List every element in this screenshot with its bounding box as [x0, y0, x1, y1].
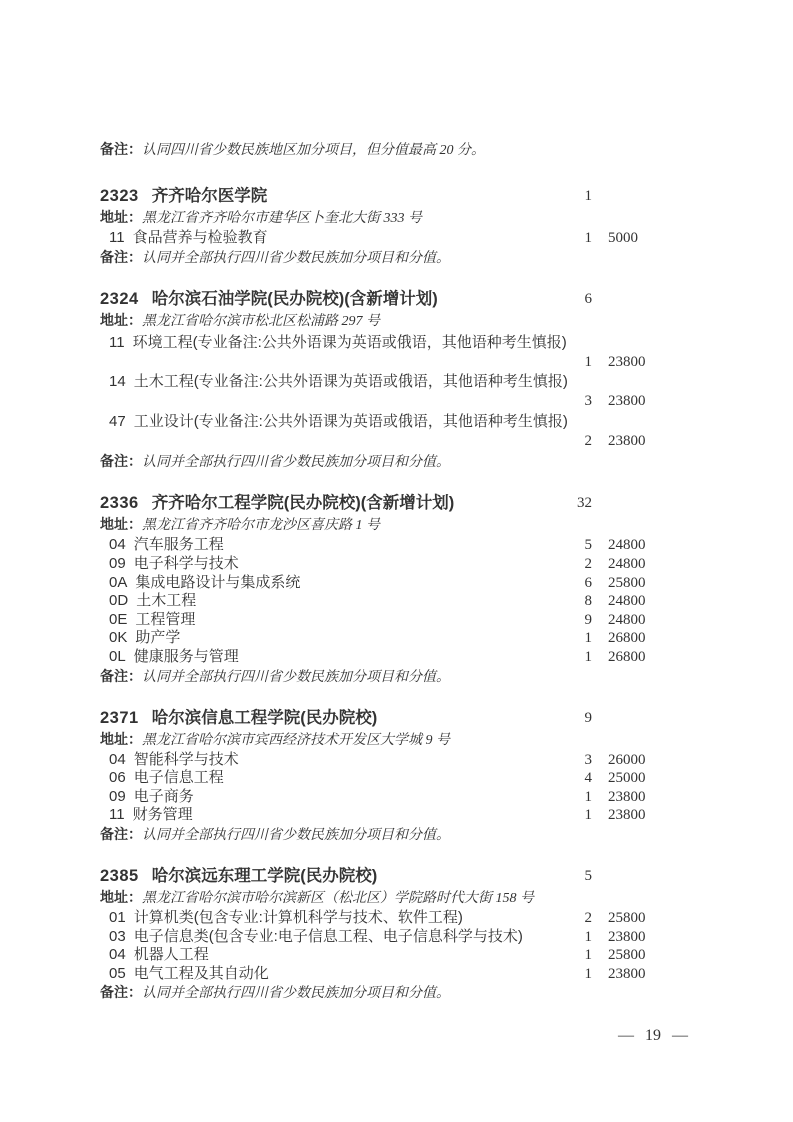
major-code: 04: [109, 750, 126, 768]
college-code: 2336: [100, 494, 139, 513]
college-title-row: [100, 186, 656, 207]
major-plan-count: 1: [584, 807, 592, 824]
address-text: 黑龙江省齐齐哈尔市建华区卜奎北大街 333 号: [142, 211, 422, 226]
major-name: 智能科学与技术: [133, 750, 239, 768]
college-plan-total: 32: [577, 495, 592, 512]
major-name: 电子科学与技术: [133, 554, 239, 572]
college-code: 2323: [100, 187, 139, 205]
note-text: 认同并全部执行四川省少数民族加分项目和分值。: [142, 986, 450, 1002]
major-code: 06: [109, 769, 126, 787]
major-row: [100, 373, 656, 411]
note-label: 备注：: [100, 453, 142, 470]
major-plan-count: 1: [584, 947, 592, 964]
address-text: 黑龙江省齐齐哈尔市龙沙区喜庆路 1 号: [142, 518, 380, 534]
college-note-row: [100, 983, 656, 1003]
college-plan-total: 6: [584, 290, 592, 307]
major-code: 04: [109, 946, 126, 964]
major-tuition-fee: 25800: [608, 909, 646, 926]
college-code: 2371: [100, 708, 139, 727]
major-row: [100, 229, 656, 248]
major-code: 11: [109, 229, 125, 246]
major-name: 环境工程(专业备注:公共外语课为英语或俄语，其他语种考生慎报): [132, 333, 567, 351]
majors-list: [100, 536, 656, 666]
major-row: [100, 806, 656, 825]
major-tuition-fee: 23800: [608, 965, 646, 982]
major-row: [100, 909, 656, 928]
note-label: 备注：: [100, 667, 142, 684]
page-top-note: [100, 140, 656, 160]
major-name: 工业设计(专业备注:公共外语课为英语或俄语，其他语种考生慎报): [133, 412, 568, 430]
major-plan-count: 8: [584, 593, 592, 610]
college-code: 2324: [100, 289, 139, 308]
major-name: 机器人工程: [133, 946, 209, 964]
major-plan-count: 3: [584, 751, 592, 768]
major-code: 11: [109, 806, 125, 824]
major-row: [100, 574, 656, 593]
major-tuition-fee: 23800: [608, 353, 646, 370]
major-name: 健康服务与管理: [133, 647, 239, 665]
major-row: [100, 965, 656, 984]
college-plan-total: 9: [584, 709, 592, 726]
major-row: [100, 536, 656, 555]
major-name: 土木工程: [136, 592, 197, 610]
major-code: 04: [109, 536, 126, 554]
major-tuition-fee: 25800: [608, 574, 646, 591]
major-plan-count: 1: [584, 648, 592, 665]
college-note-row: [100, 825, 656, 845]
major-plan-count: 1: [584, 630, 592, 647]
address-label: 地址：: [100, 516, 142, 533]
major-row: [100, 946, 656, 965]
major-name: 电子商务: [133, 787, 194, 805]
major-plan-count: 9: [584, 611, 592, 628]
major-tuition-fee: 26800: [608, 630, 646, 647]
college-block: [100, 866, 656, 1003]
major-tuition-fee: 26000: [608, 751, 646, 768]
major-tuition-fee: 26800: [608, 648, 646, 665]
college-plan-total: 5: [584, 867, 592, 884]
college-name: 哈尔滨远东理工学院(民办院校): [151, 866, 378, 885]
major-name: 土木工程(专业备注:公共外语课为英语或俄语，其他语种考生慎报): [133, 373, 568, 391]
major-code: 03: [109, 927, 126, 945]
major-tuition-fee: 23800: [608, 928, 646, 945]
college-address-row: [100, 207, 656, 229]
college-plan-total: 1: [584, 188, 592, 204]
college-address-row: [100, 887, 656, 909]
address-text: 黑龙江省哈尔滨市松北区松浦路 297 号: [142, 313, 380, 329]
major-tuition-fee: 24800: [608, 593, 646, 610]
college-address-row: [100, 729, 656, 751]
major-code: 0E: [109, 610, 128, 628]
major-code: 0D: [109, 592, 129, 610]
address-label: 地址：: [100, 888, 142, 905]
major-tuition-fee: 24800: [608, 537, 646, 554]
major-row: [100, 928, 656, 947]
major-name: 食品营养与检验教育: [132, 229, 268, 246]
major-code: 0L: [109, 647, 126, 665]
college-title-row: [100, 289, 656, 310]
major-plan-count: 2: [584, 909, 592, 926]
page-number: — 19 —: [618, 1027, 688, 1044]
college-note-row: [100, 452, 656, 472]
major-plan-count: 1: [584, 230, 592, 246]
college-name: 齐齐哈尔医学院: [151, 187, 268, 205]
majors-list: [100, 909, 656, 983]
college-address-row: [100, 514, 656, 536]
major-row: [100, 769, 656, 788]
major-tuition-fee: 23800: [608, 807, 646, 824]
major-plan-count: 4: [584, 770, 592, 787]
address-text: 黑龙江省哈尔滨市哈尔滨新区（松北区）学院路时代大街 158 号: [142, 890, 534, 906]
major-plan-count: 5: [584, 537, 592, 554]
address-label: 地址：: [100, 311, 142, 328]
major-row: [100, 413, 656, 451]
major-plan-count: 2: [584, 432, 592, 449]
major-row: [100, 555, 656, 574]
note-text: 认同并全部执行四川省少数民族加分项目和分值。: [142, 455, 450, 471]
major-code: 14: [109, 373, 126, 391]
major-tuition-fee: 25000: [608, 770, 646, 787]
college-title-row: [100, 708, 656, 729]
major-row: [100, 788, 656, 807]
college-name: 齐齐哈尔工程学院(民办院校)(含新增计划): [151, 494, 455, 513]
major-name: 财务管理: [132, 806, 193, 824]
note-text: 认同四川省少数民族地区加分项目，但分值最高 20 分。: [142, 143, 485, 158]
major-row: [100, 334, 656, 372]
major-plan-count: 2: [584, 555, 592, 572]
major-tuition-fee: 23800: [608, 432, 646, 449]
major-plan-count: 1: [584, 928, 592, 945]
college-name: 哈尔滨信息工程学院(民办院校): [151, 708, 378, 727]
note-label: 备注：: [100, 984, 142, 1001]
major-plan-count: 6: [584, 574, 592, 591]
major-row: [100, 751, 656, 770]
major-row: [100, 592, 656, 611]
major-row: [100, 611, 656, 630]
college-block: [100, 289, 656, 473]
note-label: 备注：: [100, 141, 142, 157]
address-label: 地址：: [100, 730, 142, 747]
major-code: 01: [109, 908, 126, 926]
college-note-row: [100, 248, 656, 268]
college-block: [100, 708, 656, 845]
major-name: 电子信息类(包含专业:电子信息工程、电子信息科学与技术): [133, 927, 523, 945]
major-tuition-fee: 24800: [608, 555, 646, 572]
major-name: 计算机类(包含专业:计算机科学与技术、软件工程): [133, 908, 463, 926]
college-block: [100, 493, 656, 686]
major-plan-count: 3: [584, 393, 592, 410]
major-name: 集成电路设计与集成系统: [135, 573, 301, 591]
major-plan-count: 1: [584, 788, 592, 805]
note-label: 备注：: [100, 248, 142, 265]
majors-list: [100, 229, 656, 248]
major-name: 助产学: [135, 629, 181, 647]
note-label: 备注：: [100, 825, 142, 842]
address-text: 黑龙江省哈尔滨市宾西经济技术开发区大学城 9 号: [142, 732, 450, 748]
major-row: [100, 629, 656, 648]
major-tuition-fee: 5000: [608, 230, 638, 246]
major-code: 11: [109, 333, 125, 351]
major-code: 0K: [109, 629, 128, 647]
major-name: 电子信息工程: [133, 769, 224, 787]
major-name: 工程管理: [135, 610, 196, 628]
address-label: 地址：: [100, 209, 142, 225]
major-plan-count: 1: [584, 965, 592, 982]
college-address-row: [100, 310, 656, 332]
college-name: 哈尔滨石油学院(民办院校)(含新增计划): [151, 289, 438, 308]
major-tuition-fee: 24800: [608, 611, 646, 628]
document-content: [100, 140, 656, 1003]
college-title-row: [100, 493, 656, 514]
college-code: 2385: [100, 866, 139, 885]
note-text: 认同并全部执行四川省少数民族加分项目和分值。: [142, 250, 450, 266]
major-tuition-fee: 23800: [608, 788, 646, 805]
major-code: 47: [109, 412, 126, 430]
major-tuition-fee: 23800: [608, 393, 646, 410]
major-code: 05: [109, 964, 126, 982]
college-title-row: [100, 866, 656, 887]
college-block: [100, 186, 656, 268]
majors-list: [100, 751, 656, 825]
note-text: 认同并全部执行四川省少数民族加分项目和分值。: [142, 669, 450, 685]
note-text: 认同并全部执行四川省少数民族加分项目和分值。: [142, 827, 450, 843]
major-code: 0A: [109, 573, 128, 591]
major-name: 汽车服务工程: [133, 536, 224, 554]
college-note-row: [100, 667, 656, 687]
major-tuition-fee: 25800: [608, 947, 646, 964]
major-code: 09: [109, 554, 126, 572]
major-code: 09: [109, 787, 126, 805]
majors-list: [100, 334, 656, 451]
college-list: [100, 186, 656, 1003]
major-plan-count: 1: [584, 353, 592, 370]
major-name: 电气工程及其自动化: [133, 964, 269, 982]
major-row: [100, 648, 656, 667]
